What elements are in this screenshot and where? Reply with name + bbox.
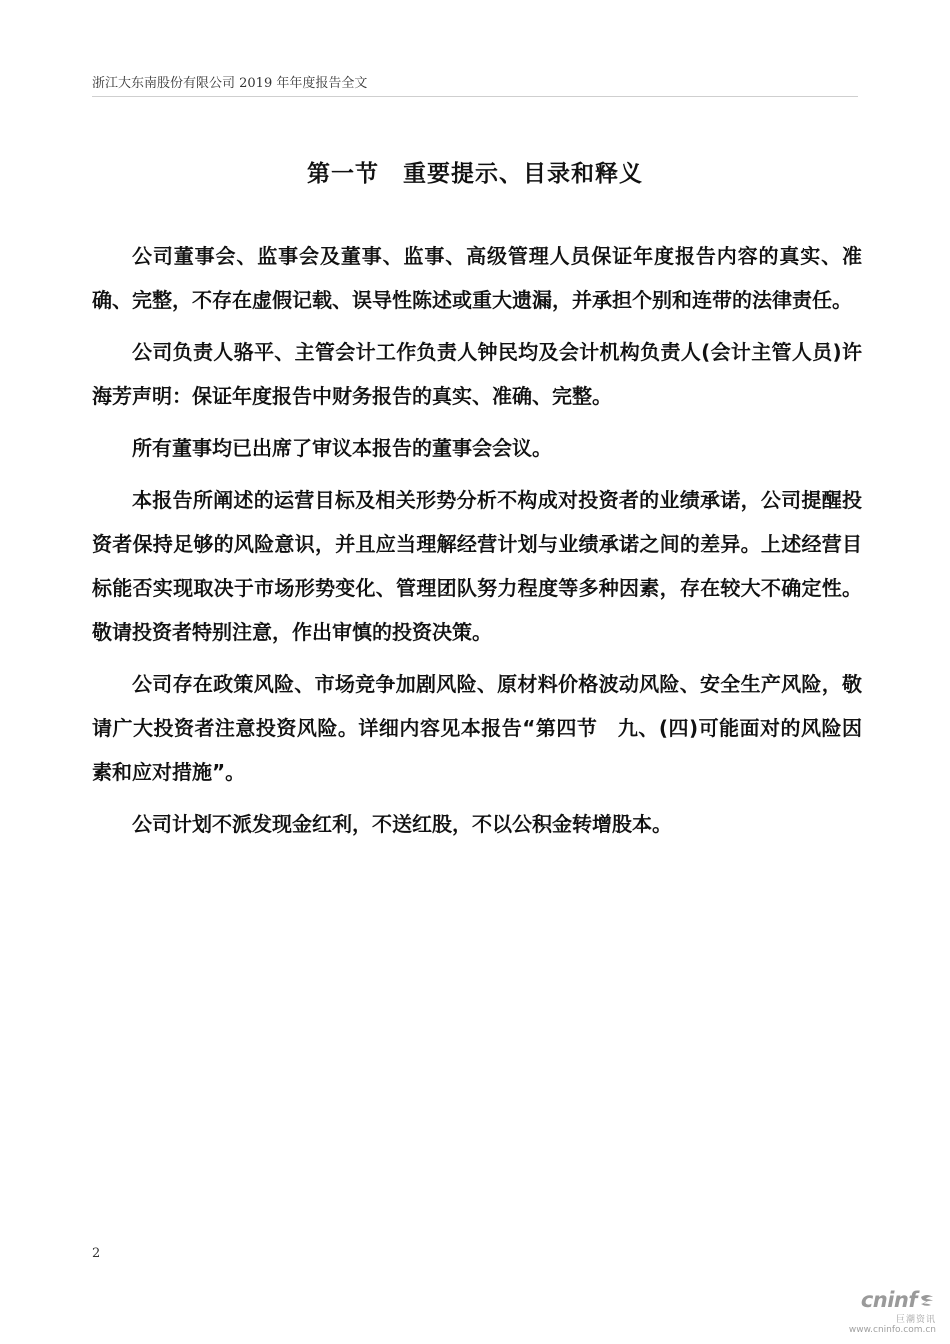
watermark-logo-text: cninf xyxy=(860,1288,917,1312)
page-number: 2 xyxy=(92,1246,101,1261)
watermark-sub-text: 巨潮资讯 xyxy=(895,1314,936,1325)
paragraph-risks: 公司存在政策风险、市场竞争加剧风险、原材料价格波动风险、安全生产风险，敬请广大投资者注意投资风险。详细内容见本报告“第四节 九、(四)可能面对的风险因素和应对措施”。 xyxy=(92,672,862,784)
paragraph-responsibility: 公司董事会、监事会及董事、监事、高级管理人员保证年度报告内容的真实、准确、完整，不存在虚假记载、误导性陈述或重大遗漏，并承担个别和连带的法律责任。 xyxy=(92,244,862,312)
cninfo-watermark xyxy=(844,1288,936,1334)
paragraph-forward-looking: 本报告所阐述的运营目标及相关形势分析不构成对投资者的业绩承诺，公司提醒投资者保持足够的风险意识，并且应当理解经营计划与业绩承诺之间的差异。上述经营目标能否实现取决于市场形势变化、管理团队努力程度等多种因素，存在较大不确定性。敬请投资者特别注意，作出审慎的投资决策。 xyxy=(92,488,862,644)
paragraph-declaration: 公司负责人骆平、主管会计工作负责人钟民均及会计机构负责人(会计主管人员)许海芳声明：保证年度报告中财务报告的真实、准确、完整。 xyxy=(92,340,862,408)
swirl-icon xyxy=(918,1292,936,1314)
running-header: 浙江大东南股份有限公司 2019 年年度报告全文 xyxy=(92,76,368,91)
section-title: 第一节 重要提示、目录和释义 xyxy=(307,161,643,187)
document-body xyxy=(92,234,862,854)
header-divider xyxy=(92,96,858,97)
paragraph-dividend: 公司计划不派发现金红利，不送红股，不以公积金转增股本。 xyxy=(132,812,672,836)
watermark-url: www.cninfo.com.cn xyxy=(848,1324,936,1335)
paragraph-attendance: 所有董事均已出席了审议本报告的董事会会议。 xyxy=(132,436,552,460)
